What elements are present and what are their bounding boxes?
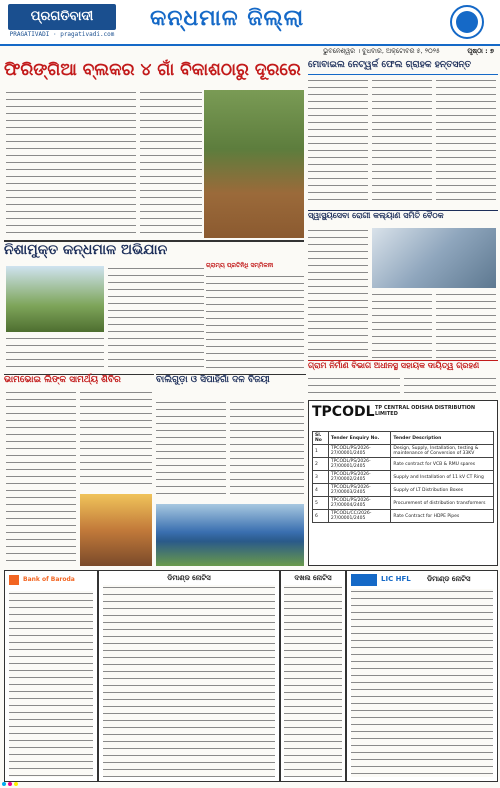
- village-story-text-col1: [308, 376, 400, 398]
- possession-notice-text: [284, 585, 342, 777]
- tender-cell: 2: [313, 458, 329, 471]
- registration-mark-icon: [2, 782, 6, 786]
- camp-photo: [80, 494, 152, 566]
- bank-notice-text: [103, 585, 275, 777]
- mobile-headline: ମୋବାଇଲ ନେଟ୍‌ୱର୍କ ଫେଲ ଗ୍ରାହକ ହନ୍ତସନ୍ତ: [308, 60, 498, 75]
- tender-table: [312, 431, 494, 523]
- possession-notice-title: ଦଖଲ ନୋଟିସ: [294, 574, 332, 582]
- tender-cell: Procurement of distribution transformers: [391, 497, 494, 510]
- lic-name: LIC HFL: [381, 575, 411, 583]
- lead-headline: ଫିରିଙ୍ଗିଆ ବ୍ଲକର ୪ ଗାଁ ବିକାଶଠାରୁ ଦୂରରେ: [4, 60, 301, 80]
- drug-story-text-col3: [6, 336, 104, 370]
- tender-row: [313, 471, 494, 484]
- tender-cell: TPCODL/CC/2026-27/00001/2405: [328, 510, 391, 523]
- tender-column-header: Sl. No: [313, 432, 329, 445]
- drug-subheadline: ଗ୍ରାମ୍ୟ ପ୍ରତିନିଧି ସମ୍ମିଳନୀ: [206, 262, 274, 269]
- sports-story-text-col2: [230, 400, 304, 500]
- bank-demand-notice: [98, 570, 280, 782]
- registration-mark-icon: [14, 782, 18, 786]
- bank-notice-title: ଡିମାଣ୍ଡ ନୋଟିସ: [167, 574, 211, 582]
- village-story-text-col2: [404, 376, 496, 398]
- lead-story-text-col2: [140, 90, 202, 238]
- tender-column-header: Tender Enquiry No.: [328, 432, 391, 445]
- newspaper-logo-sub: PRAGATIVADI · pragativadi.com: [9, 31, 115, 38]
- health-story-text-col1: [308, 228, 368, 358]
- bank-name: Bank of Baroda: [23, 576, 75, 583]
- tender-company-full: TP CENTRAL ODISHA DISTRIBUTION LIMITED: [375, 405, 476, 417]
- sports-story-text-col1: [156, 400, 226, 500]
- drug-story-text-col1: [108, 266, 204, 370]
- camp-story-text-col2: [80, 390, 152, 490]
- lic-notice-text: [351, 589, 493, 777]
- tender-cell: Design, Supply, Installation, testing & maintenance of Conversion of 33KV: [391, 445, 494, 458]
- tender-cell: 5: [313, 497, 329, 510]
- tender-row: [313, 510, 494, 523]
- lead-story-photo: [204, 90, 304, 238]
- tender-row: [313, 445, 494, 458]
- mobile-story-text-col2: [372, 78, 432, 206]
- tender-cell: TPCODL/PS/2026-27/00003/2405: [328, 484, 391, 497]
- sports-team-photo: [156, 504, 304, 566]
- anniversary-badge-icon: [442, 2, 492, 42]
- camp-story-text-col1: [6, 390, 76, 566]
- tender-cell: TPCODL/PS/2026-27/00001/2405: [328, 458, 391, 471]
- lic-demand-notice: [346, 570, 498, 782]
- tender-cell: Supply and Installation of 11 kV CT Ring: [391, 471, 494, 484]
- tender-cell: Rate Contract for HDPE Pipes: [391, 510, 494, 523]
- possession-notice: [280, 570, 346, 782]
- registration-mark-icon: [8, 782, 12, 786]
- tender-row: [313, 484, 494, 497]
- bank-ad: [4, 570, 98, 782]
- tender-cell: 1: [313, 445, 329, 458]
- health-headline: ସ୍ୱାସ୍ଥ୍ୟସେବା ରୋଗୀ କଲ୍ୟାଣ ସମିତି ବୈଠକ: [308, 210, 498, 225]
- tender-cell: TPCODL/PS/2026-27/00001/2405: [328, 445, 391, 458]
- bank-logo-icon: [9, 575, 19, 585]
- tender-column-header: Tender Description: [391, 432, 494, 445]
- health-meeting-photo: [372, 228, 496, 288]
- health-story-text-col3: [436, 292, 496, 358]
- sports-headline: ବାଲିଗୁଡ଼ା ଓ ସିପାହିଗାଁ ଦଳ ବିଜୟୀ: [156, 374, 306, 399]
- bank-ad-text: [9, 591, 93, 777]
- lead-story-text-col1: [6, 90, 136, 238]
- lic-notice-title: ଡିମାଣ୍ଡ ନୋଟିସ: [427, 575, 471, 583]
- mobile-story-text-col3: [436, 78, 496, 206]
- tender-cell: 6: [313, 510, 329, 523]
- health-story-text-col2: [372, 292, 432, 358]
- page-number: ପୃଷ୍ଠା : ୭: [467, 47, 494, 55]
- page-title: କନ୍ଧମାଳ ଜିଲ୍ଲା: [150, 6, 305, 31]
- dateline: [0, 44, 500, 58]
- drug-story-text-col2: [206, 274, 304, 370]
- tender-cell: TPCODL/PS/2026-27/00004/2405: [328, 497, 391, 510]
- tender-row: [313, 497, 494, 510]
- drug-photo-1: [6, 266, 104, 332]
- newspaper-logo: ପ୍ରଗତିବାଦୀ: [8, 4, 116, 30]
- date-text: ଭୁବନେଶ୍ୱର । ବୁଧବାର, ଅକ୍ଟୋବର ୫, ୨୦୨୫: [323, 47, 440, 55]
- tender-notice: [308, 400, 498, 566]
- mobile-story-text-col1: [308, 78, 368, 206]
- drug-headline: ନିଶାମୁକ୍ତ କନ୍ଧମାଳ ଅଭିଯାନ: [4, 240, 304, 264]
- tender-cell: Rate contract for VCB & RMU spares: [391, 458, 494, 471]
- tender-cell: 3: [313, 471, 329, 484]
- village-headline: ଗ୍ରାମ ନିର୍ମାଣ ବିଭାଗ ଅଧୀନସ୍ଥ ସହାୟକ ଦାୟିତ୍ୱ ଗ୍ରହଣ: [308, 360, 498, 375]
- tender-cell: TPCODL/PS/2026-27/00002/2405: [328, 471, 391, 484]
- lic-logo-icon: [351, 574, 377, 586]
- camp-headline: ଭାମଭୋଇ ଲିଙ୍କ ସାମର୍ଥ୍ୟ ଶିବିର: [4, 374, 154, 389]
- tender-company: TPCODL: [312, 404, 375, 420]
- tender-cell: Supply of LT Distribution Boxes: [391, 484, 494, 497]
- masthead: [0, 0, 500, 44]
- tender-cell: 4: [313, 484, 329, 497]
- tender-row: [313, 458, 494, 471]
